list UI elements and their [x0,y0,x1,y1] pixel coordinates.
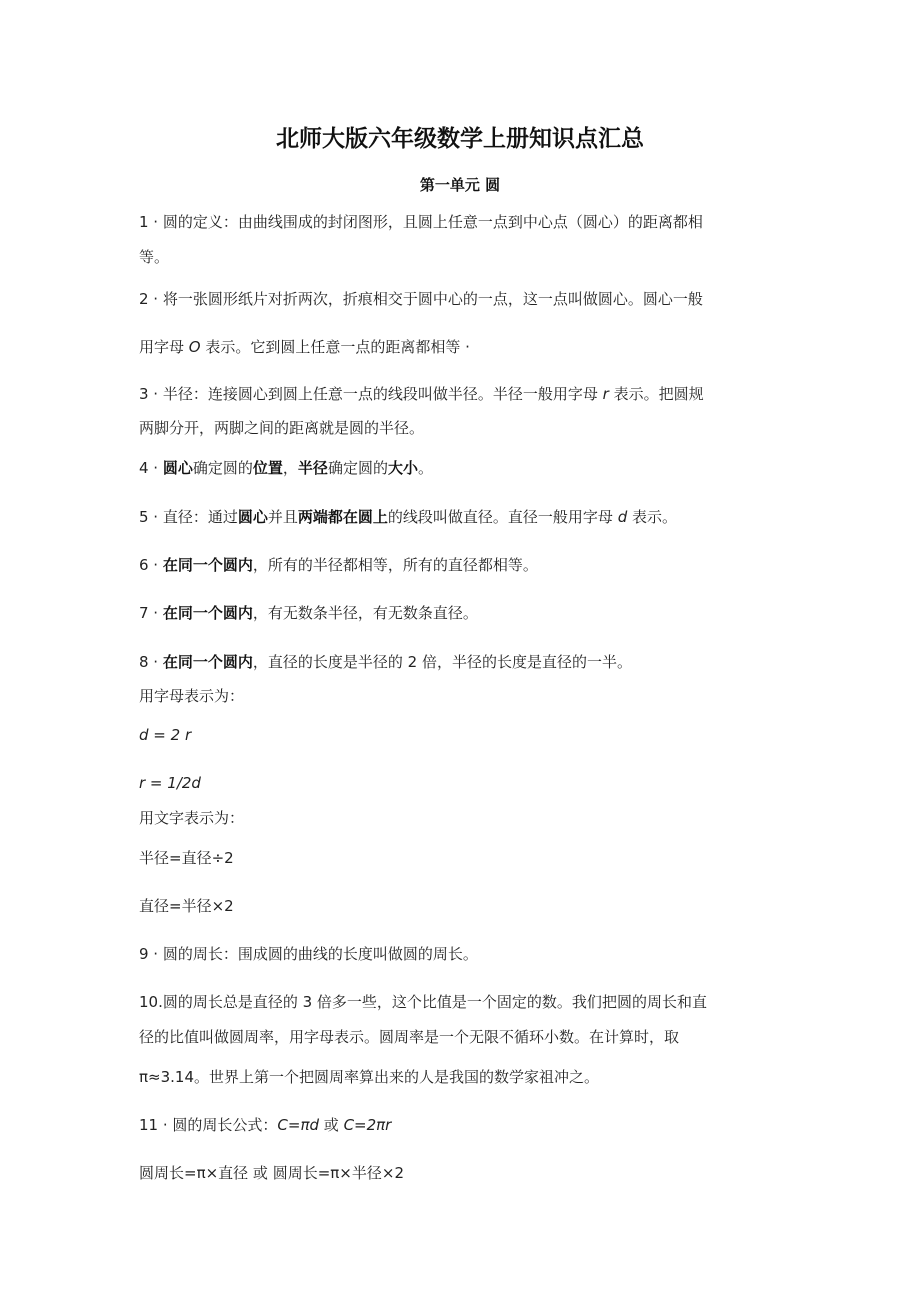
formula-c-2pi-r: C=2πr [343,1116,392,1134]
text-run: ，所有的半径都相等，所有的直径都相等。 [252,556,538,574]
letter-d: d [617,508,628,526]
words-intro: 用文字表示为： [139,809,245,827]
text-run: ，直径的长度是半径的 2 倍，半径的长度是直径的一半。 [252,653,632,671]
text-run: 8 · [139,653,163,671]
text-run: ， [282,459,298,477]
text-run: 或 [319,1116,344,1134]
text-run: 的线段叫做直径。直径一般用字母 [387,508,618,526]
text-run: 7 · [139,604,163,622]
document-title: 北师大版六年级数学上册知识点汇总 [276,126,644,152]
text-run: 表示。 [627,508,677,526]
formula-c-pi-d: C=πd [277,1116,320,1134]
emphasis: 大小 [387,459,418,477]
text-run: 并且 [267,508,298,526]
text-run: 4 · [139,459,163,477]
item-10-line-3: π≈3.14。世界上第一个把圆周率算出来的人是我国的数学家祖冲之。 [139,1068,600,1086]
formula-radius-words: 半径=直径÷2 [139,849,234,867]
text-run: 5 · 直径：通过 [139,508,238,526]
emphasis: 在同一个圆内 [162,556,253,574]
formula-diameter: d = 2 r [139,726,192,744]
item-7 [139,603,789,623]
item-9: 9 · 圆的周长：围成圆的曲线的长度叫做圆的周长。 [139,945,478,963]
letter-o: O [188,338,201,356]
unit-heading: 第一单元 圆 [419,176,501,194]
item-3-line-2: 两脚分开，两脚之间的距离就是圆的半径。 [139,419,425,437]
item-10-line-1: 10.圆的周长总是直径的 3 倍多一些，这个比值是一个固定的数。我们把圆的周长和直 [139,993,707,1011]
text-run: 11 · 圆的周长公式： [139,1116,278,1134]
emphasis: 位置 [252,459,283,477]
text-run: 6 · [139,556,163,574]
item-2-line-1: 2 · 将一张圆形纸片对折两次，折痕相交于圆中心的一点，这一点叫做圆心。圆心一般 [139,290,703,308]
emphasis: 圆心 [237,508,268,526]
letter-r: r [602,385,609,403]
emphasis: 两端都在圆上 [297,508,388,526]
item-11-words: 圆周长=π×直径 或 圆周长=π×半径×2 [139,1164,404,1182]
item-5 [139,507,789,527]
item-8 [139,652,789,672]
item-6 [139,555,789,575]
item-11 [139,1115,789,1135]
item-1-line-2: 等。 [139,248,170,266]
text-run: 表示。它到圆上任意一点的距离都相等 · [200,338,470,356]
item-3-line-1 [139,384,789,404]
formula-radius: r = 1/2d [139,774,201,792]
emphasis: 在同一个圆内 [162,653,253,671]
emphasis: 在同一个圆内 [162,604,253,622]
text-run: 。 [417,459,433,477]
item-2-line-2 [139,337,789,357]
text-run: ，有无数条半径，有无数条直径。 [252,604,478,622]
text-run: 表示。把圆规 [608,385,704,403]
letters-intro: 用字母表示为： [139,687,245,705]
item-10-line-2: 径的比值叫做圆周率，用字母表示。圆周率是一个无限不循环小数。在计算时，取 [139,1028,680,1046]
item-4 [139,458,789,478]
emphasis: 半径 [297,459,328,477]
formula-diameter-words: 直径=半径×2 [139,897,234,915]
emphasis: 圆心 [162,459,193,477]
item-1-line-1: 1 · 圆的定义：由曲线围成的封闭图形，且圆上任意一点到中心点（圆心）的距离都相 [139,213,703,231]
text-run: 确定圆的 [327,459,388,477]
text-run: 3 · 半径：连接圆心到圆上任意一点的线段叫做半径。半径一般用字母 [139,385,603,403]
text-run: 确定圆的 [192,459,253,477]
text-run: 用字母 [139,338,189,356]
